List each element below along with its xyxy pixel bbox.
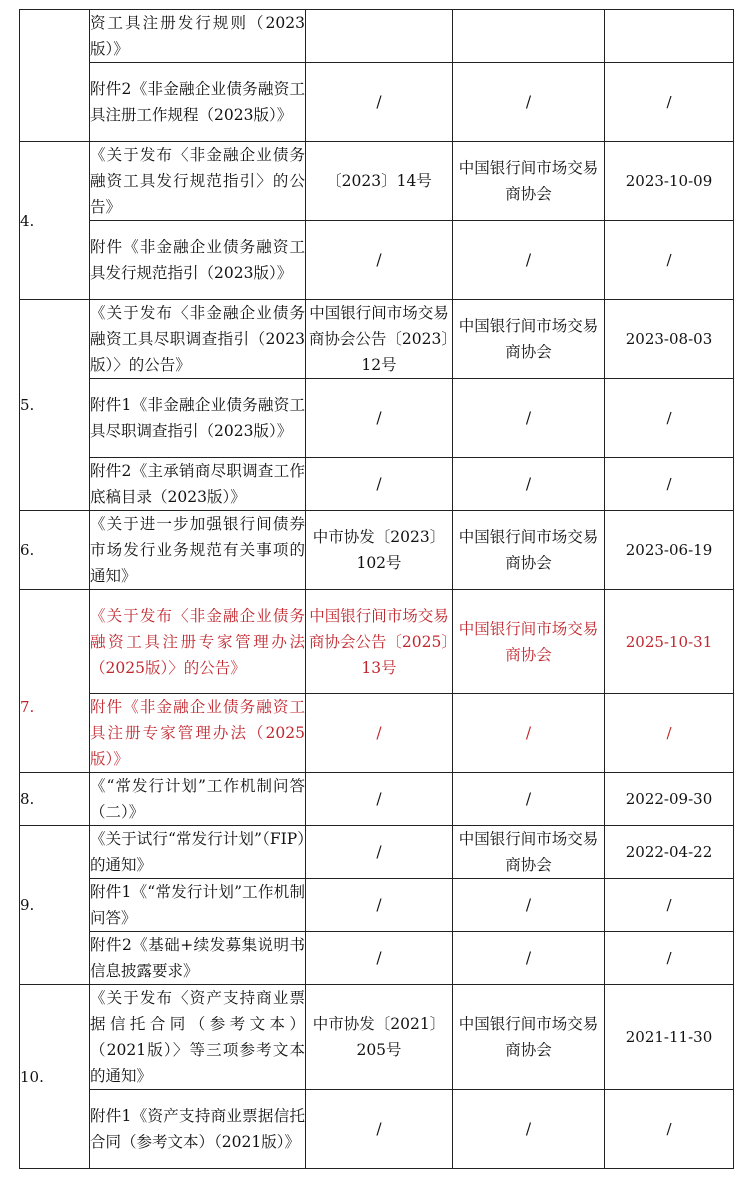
date-cell: / (605, 63, 734, 142)
document-title-cell: 附件1《资产支持商业票据信托合同（参考文本）（2021版）》 (90, 1090, 306, 1169)
issuer-cell: / (453, 458, 605, 511)
document-title-cell: 附件2《主承销商尽职调查工作底稿目录（2023版）》 (90, 458, 306, 511)
issuer-cell (453, 10, 605, 63)
document-number-cell: / (306, 826, 453, 879)
document-title-cell: 附件《非金融企业债务融资工具发行规范指引（2023版）》 (90, 221, 306, 300)
document-number-cell: / (306, 879, 453, 932)
document-number-cell: / (306, 458, 453, 511)
issuer-cell: 中国银行间市场交易商协会 (453, 590, 605, 694)
date-cell: 2025-10-31 (605, 590, 734, 694)
table-row (20, 142, 734, 221)
document-title-cell: 附件1《非金融企业债务融资工具尽职调查指引（2023版）》 (90, 379, 306, 458)
date-cell (605, 10, 734, 63)
document-title-cell: 《关于进一步加强银行间债券市场发行业务规范有关事项的通知》 (90, 511, 306, 590)
document-title-cell: 《关于发布〈非金融企业债务融资工具发行规范指引〉的公告》 (90, 142, 306, 221)
document-number-cell: / (306, 773, 453, 826)
document-number-cell: 中国银行间市场交易商协会公告〔2025〕13号 (306, 590, 453, 694)
date-cell: 2023-08-03 (605, 300, 734, 379)
document-title-cell: 附件2《基础+续发募集说明书信息披露要求》 (90, 932, 306, 985)
table-row (20, 879, 734, 932)
item-number-cell: 10. (20, 985, 90, 1169)
document-title-cell: 《关于发布〈非金融企业债务融资工具尽职调查指引（2023版）〉的公告》 (90, 300, 306, 379)
item-number-cell (20, 10, 90, 142)
document-number-cell: / (306, 221, 453, 300)
issuer-cell: 中国银行间市场交易商协会 (453, 511, 605, 590)
document-number-cell: / (306, 694, 453, 773)
document-number-cell (306, 10, 453, 63)
issuer-cell: / (453, 379, 605, 458)
table-row (20, 1090, 734, 1169)
document-number-cell: / (306, 1090, 453, 1169)
table-row (20, 379, 734, 458)
issuer-cell: 中国银行间市场交易商协会 (453, 985, 605, 1090)
issuer-cell: / (453, 63, 605, 142)
table-row (20, 985, 734, 1090)
document-number-cell: 〔2023〕14号 (306, 142, 453, 221)
document-number-cell: 中国银行间市场交易商协会公告〔2023〕12号 (306, 300, 453, 379)
document-title-cell: 资工具注册发行规则（2023版）》 (90, 10, 306, 63)
item-number-cell: 7. (20, 590, 90, 773)
table-row (20, 932, 734, 985)
date-cell: / (605, 221, 734, 300)
document-title-cell: 《关于发布〈资产支持商业票据信托合同（参考文本）（2021版）〉等三项参考文本的通知》 (90, 985, 306, 1090)
table-row (20, 826, 734, 879)
item-number-cell: 6. (20, 511, 90, 590)
table-row (20, 63, 734, 142)
issuer-cell: / (453, 694, 605, 773)
document-number-cell: / (306, 932, 453, 985)
table-row (20, 10, 734, 63)
document-title-cell: 附件2《非金融企业债务融资工具注册工作规程（2023版）》 (90, 63, 306, 142)
date-cell: / (605, 1090, 734, 1169)
date-cell: / (605, 879, 734, 932)
issuer-cell: / (453, 932, 605, 985)
date-cell: 2023-06-19 (605, 511, 734, 590)
issuer-cell: 中国银行间市场交易商协会 (453, 826, 605, 879)
document-title-cell: 《“常发行计划”工作机制问答（二）》 (90, 773, 306, 826)
date-cell: 2023-10-09 (605, 142, 734, 221)
table-row (20, 773, 734, 826)
document-title-cell: 《关于发布〈非金融企业债务融资工具注册专家管理办法（2025版）〉的公告》 (90, 590, 306, 694)
issuer-cell: 中国银行间市场交易商协会 (453, 300, 605, 379)
date-cell: / (605, 379, 734, 458)
document-title-cell: 《关于试行“常发行计划”（FIP）的通知》 (90, 826, 306, 879)
item-number-cell: 9. (20, 826, 90, 985)
table-row-highlighted (20, 694, 734, 773)
date-cell: / (605, 694, 734, 773)
issuer-cell: / (453, 879, 605, 932)
item-number-cell: 4. (20, 142, 90, 300)
issuer-cell: 中国银行间市场交易商协会 (453, 142, 605, 221)
document-number-cell: / (306, 379, 453, 458)
document-number-cell: 中市协发〔2021〕205号 (306, 985, 453, 1090)
document-title-cell: 附件1《“常发行计划”工作机制问答》 (90, 879, 306, 932)
table-row (20, 221, 734, 300)
document-number-cell: 中市协发〔2023〕102号 (306, 511, 453, 590)
table-row (20, 300, 734, 379)
table-row (20, 458, 734, 511)
issuer-cell: / (453, 1090, 605, 1169)
date-cell: / (605, 458, 734, 511)
issuer-cell: / (453, 773, 605, 826)
document-number-cell: / (306, 63, 453, 142)
table-row (20, 511, 734, 590)
date-cell: 2022-04-22 (605, 826, 734, 879)
item-number-cell: 5. (20, 300, 90, 511)
issuer-cell: / (453, 221, 605, 300)
item-number-cell: 8. (20, 773, 90, 826)
date-cell: / (605, 932, 734, 985)
date-cell: 2021-11-30 (605, 985, 734, 1090)
table-row-highlighted (20, 590, 734, 694)
date-cell: 2022-09-30 (605, 773, 734, 826)
regulation-table (19, 9, 734, 1169)
document-title-cell: 附件《非金融企业债务融资工具注册专家管理办法（2025版）》 (90, 694, 306, 773)
